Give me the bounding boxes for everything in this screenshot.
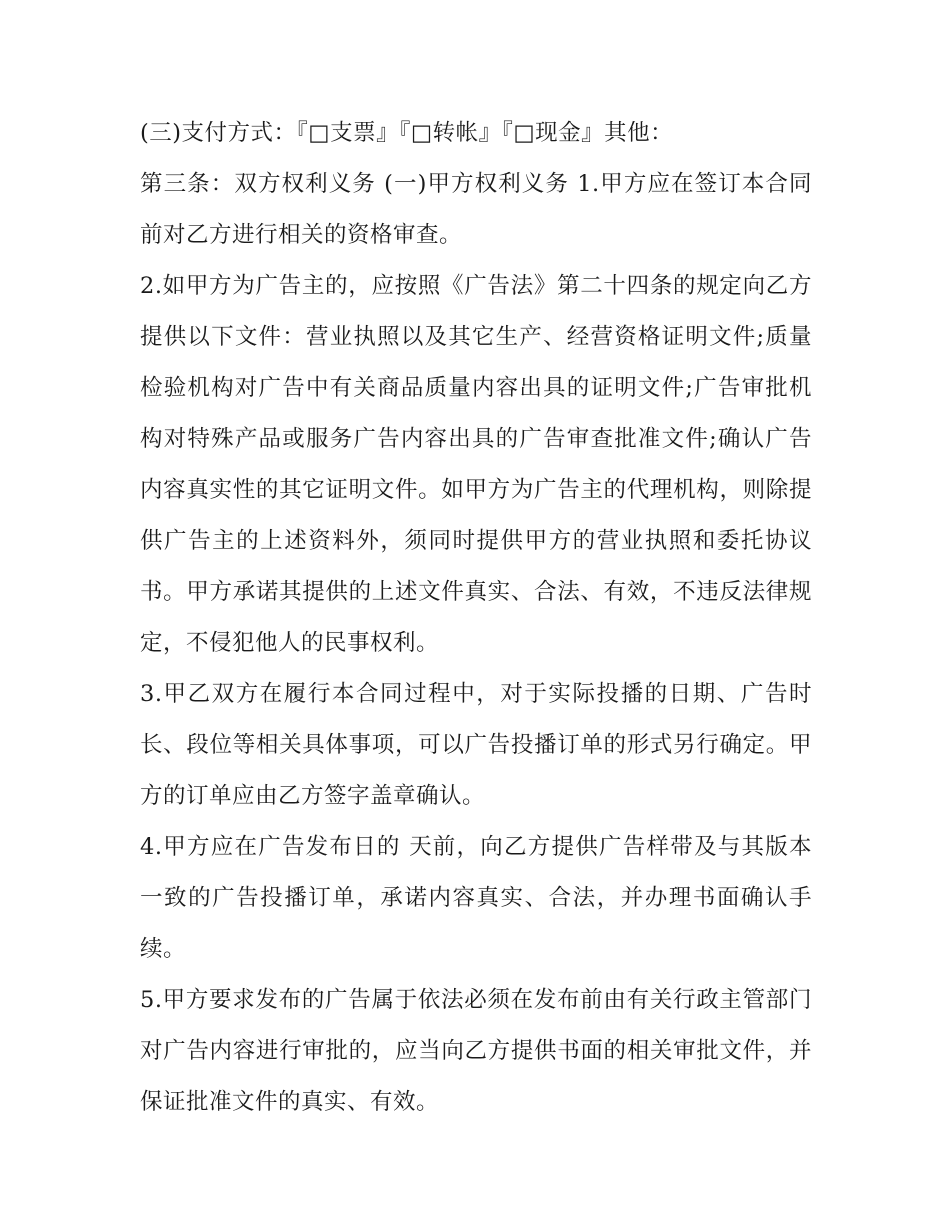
clause-5-approval-documents: 5.甲方要求发布的广告属于依法必须在发布前由有关行政主管部门对广告内容进行审批的，应当向乙方提供书面的相关审批文件，并保证批准文件的真实、有效。 bbox=[140, 987, 812, 1115]
clause-4-sample-tape: 4.甲方应在广告发布日的 天前，向乙方提供广告样带及与其版本一致的广告投播订单，承诺内容真实、合法，并办理书面确认手续。 bbox=[140, 834, 812, 962]
clause-2-advertiser-documents: 2.如甲方为广告主的，应按照《广告法》第二十四条的规定向乙方提供以下文件：营业执照以及其它生产、经营资格证明文件;质量检验机构对广告中有关商品质量内容出具的证明文件;广告审批机构对特殊产品或服务广告内容出具的广告审查批准文件;确认广告内容真实性的其它证明文件。如甲方为广告主的代理机构，则除提供广告主的上述资料外，须同时提供甲方的营业执照和委托协议书。甲方承诺其提供的上述文件真实、合法、有效，不违反法律规定，不侵犯他人的民事权利。 bbox=[140, 273, 812, 656]
clause-3-broadcast-orders: 3.甲乙双方在履行本合同过程中，对于实际投播的日期、广告时长、段位等相关具体事项，可以广告投播订单的形式另行确定。甲方的订单应由乙方签字盖章确认。 bbox=[140, 681, 812, 809]
payment-method-line: (三)支付方式：『□支票』『□转帐』『□现金』其他： bbox=[140, 120, 674, 146]
contract-body bbox=[140, 108, 812, 1128]
article-three-intro: 第三条：双方权利义务 (一)甲方权利义务 1.甲方应在签订本合同前对乙方进行相关的资格审查。 bbox=[140, 171, 812, 248]
